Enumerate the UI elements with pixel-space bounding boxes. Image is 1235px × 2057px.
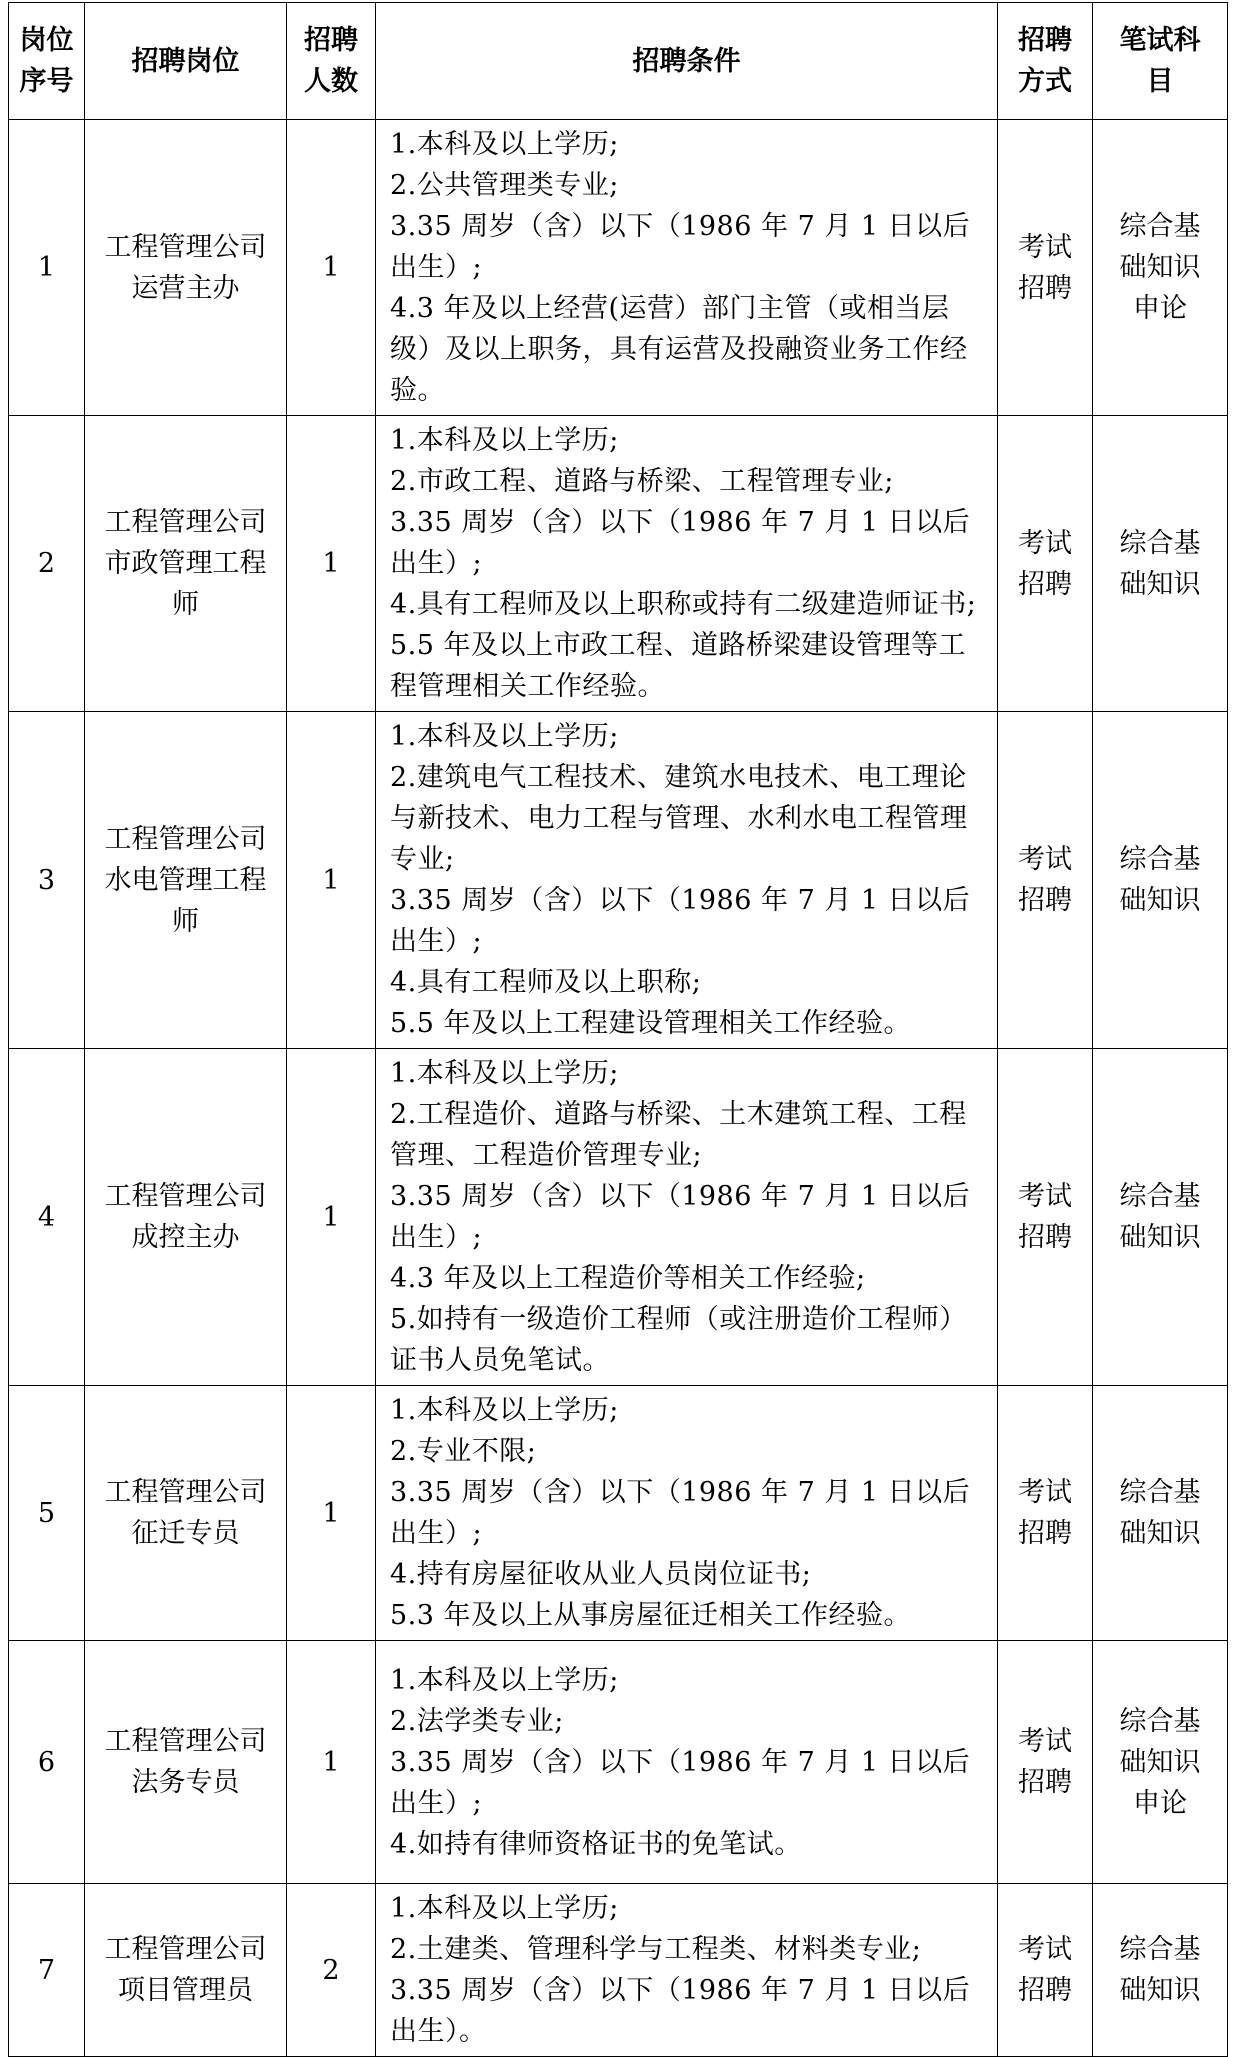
row-seq: 3 (9, 712, 85, 1049)
row-conditions (376, 1386, 998, 1641)
header-seq: 岗位 序号 (9, 3, 85, 120)
condition-item: 3.35 周岁（含）以下（1986 年 7 月 1 日以后出生）; (390, 885, 971, 957)
header-row (9, 3, 1228, 120)
condition-item: 2.工程造价、道路与桥梁、土木建筑工程、工程管理、工程造价管理专业; (390, 1099, 967, 1171)
condition-item: 5.3 年及以上从事房屋征迁相关工作经验。 (390, 1600, 912, 1631)
condition-item: 2.法学类专业; (390, 1705, 564, 1737)
condition-item: 4.持有房屋征收从业人员岗位证书; (390, 1559, 812, 1590)
condition-item: 2.专业不限; (390, 1436, 537, 1467)
condition-item: 3.35 周岁（含）以下（1986 年 7 月 1 日以后出生）; (390, 1746, 971, 1819)
condition-item: 1.本科及以上学历; (390, 425, 619, 456)
row-subject: 综合基 础知识 (1093, 1386, 1228, 1641)
header-position: 招聘岗位 (85, 3, 287, 120)
condition-item: 1.本科及以上学历; (390, 721, 619, 752)
condition-item: 5.5 年及以上工程建设管理相关工作经验。 (390, 1008, 912, 1039)
row-method: 考试 招聘 (998, 1884, 1093, 2057)
condition-item: 2.市政工程、道路与桥梁、工程管理专业; (390, 466, 894, 497)
row-position: 工程管理公司 征迁专员 (85, 1386, 287, 1641)
row-seq: 7 (9, 1884, 85, 2057)
row-subject: 综合基 础知识 (1093, 416, 1228, 712)
condition-item: 2.建筑电气工程技术、建筑水电技术、电工理论与新技术、电力工程与管理、水利水电工程管理专业; (390, 762, 968, 875)
condition-item: 1.本科及以上学历; (390, 1395, 619, 1426)
condition-item: 2.公共管理类专业; (390, 170, 619, 201)
row-method: 考试 招聘 (998, 120, 1093, 416)
condition-item: 1.本科及以上学历; (390, 1664, 619, 1696)
row-seq: 5 (9, 1386, 85, 1641)
table-row (9, 1641, 1228, 1884)
row-position: 工程管理公司 水电管理工程 师 (85, 712, 287, 1049)
row-count: 1 (287, 1641, 376, 1884)
row-seq: 2 (9, 416, 85, 712)
condition-item: 3.35 周岁（含）以下（1986 年 7 月 1 日以后出生）; (390, 211, 971, 283)
row-position: 工程管理公司 成控主办 (85, 1049, 287, 1386)
row-position: 工程管理公司 运营主办 (85, 120, 287, 416)
table-row (9, 1049, 1228, 1386)
condition-item: 2.土建类、管理科学与工程类、材料类专业; (390, 1934, 922, 1965)
row-conditions (376, 1641, 998, 1884)
row-count: 1 (287, 1386, 376, 1641)
row-seq: 4 (9, 1049, 85, 1386)
row-conditions (376, 416, 998, 712)
header-subject: 笔试科 目 (1093, 3, 1228, 120)
condition-item: 5.如持有一级造价工程师（或注册造价工程师）证书人员免笔试。 (390, 1304, 967, 1376)
condition-item: 1.本科及以上学历; (390, 129, 619, 160)
row-seq: 1 (9, 120, 85, 416)
row-count: 2 (287, 1884, 376, 2057)
row-count: 1 (287, 416, 376, 712)
header-count: 招聘 人数 (287, 3, 376, 120)
condition-item: 4.3 年及以上经营(运营）部门主管（或相当层级）及以上职务，具有运营及投融资业务工作经验。 (390, 293, 968, 406)
condition-item: 3.35 周岁（含）以下（1986 年 7 月 1 日以后出生）; (390, 1181, 971, 1253)
row-count: 1 (287, 120, 376, 416)
row-subject: 综合基 础知识 (1093, 1049, 1228, 1386)
row-method: 考试 招聘 (998, 1386, 1093, 1641)
condition-item: 4.3 年及以上工程造价等相关工作经验; (390, 1263, 866, 1294)
table-row (9, 712, 1228, 1049)
row-conditions (376, 120, 998, 416)
row-count: 1 (287, 1049, 376, 1386)
condition-item: 4.如持有律师资格证书的免笔试。 (390, 1828, 802, 1860)
row-subject: 综合基 础知识 申论 (1093, 120, 1228, 416)
condition-item: 1.本科及以上学历; (390, 1058, 619, 1089)
condition-item: 4.具有工程师及以上职称; (390, 967, 702, 998)
recruitment-table (8, 2, 1228, 2057)
table-row (9, 120, 1228, 416)
row-position: 工程管理公司 法务专员 (85, 1641, 287, 1884)
row-subject: 综合基 础知识 申论 (1093, 1641, 1228, 1884)
table-row (9, 1884, 1228, 2057)
row-conditions (376, 1049, 998, 1386)
condition-item: 1.本科及以上学历; (390, 1893, 619, 1924)
row-method: 考试 招聘 (998, 1641, 1093, 1884)
row-seq: 6 (9, 1641, 85, 1884)
table-row (9, 1386, 1228, 1641)
row-position: 工程管理公司 市政管理工程 师 (85, 416, 287, 712)
row-subject: 综合基 础知识 (1093, 712, 1228, 1049)
header-method: 招聘 方式 (998, 3, 1093, 120)
row-conditions (376, 712, 998, 1049)
condition-item: 3.35 周岁（含）以下（1986 年 7 月 1 日以后出生）; (390, 1477, 971, 1549)
condition-item: 4.具有工程师及以上职称或持有二级建造师证书; (390, 589, 977, 620)
condition-item: 3.35 周岁（含）以下（1986 年 7 月 1 日以后出生）。 (390, 1975, 971, 2047)
condition-item: 3.35 周岁（含）以下（1986 年 7 月 1 日以后出生）; (390, 507, 971, 579)
row-position: 工程管理公司 项目管理员 (85, 1884, 287, 2057)
row-method: 考试 招聘 (998, 1049, 1093, 1386)
header-conditions: 招聘条件 (376, 3, 998, 120)
row-count: 1 (287, 712, 376, 1049)
table-row (9, 416, 1228, 712)
row-method: 考试 招聘 (998, 416, 1093, 712)
condition-item: 5.5 年及以上市政工程、道路桥梁建设管理等工程管理相关工作经验。 (390, 630, 967, 702)
row-subject: 综合基 础知识 (1093, 1884, 1228, 2057)
row-conditions (376, 1884, 998, 2057)
row-method: 考试 招聘 (998, 712, 1093, 1049)
